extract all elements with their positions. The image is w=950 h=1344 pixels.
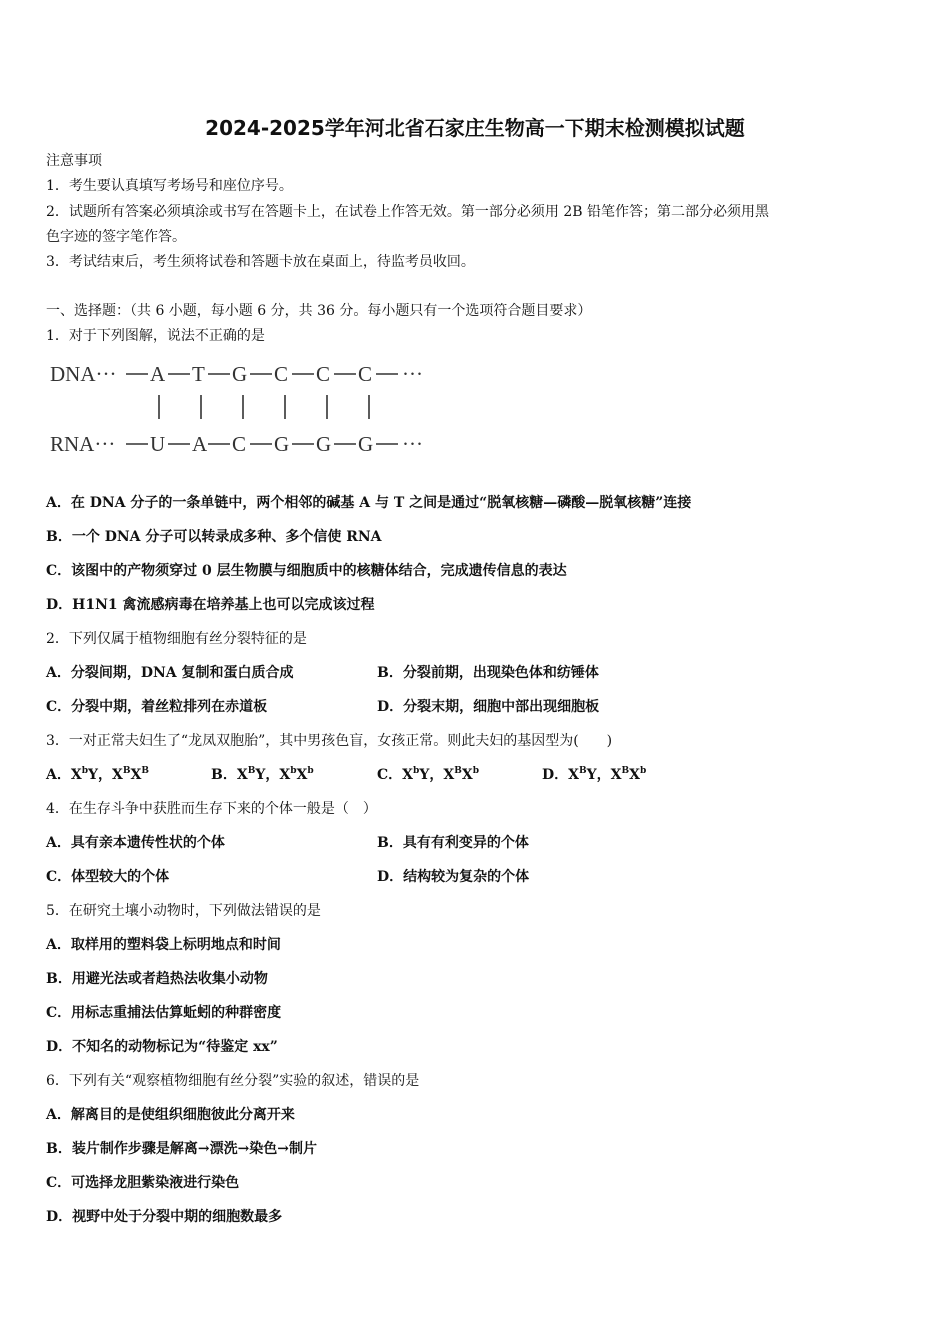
notice-item: 色字迹的签字笔作答。 (46, 229, 186, 245)
dna-ellipsis: ··· (402, 362, 423, 386)
dna-base: C (274, 362, 289, 386)
dna-label: DNA··· (50, 362, 117, 386)
question-2-stem: 2．下列仅属于植物细胞有丝分裂特征的是 (46, 631, 307, 647)
question-4-option-d: D．结构较为复杂的个体 (377, 869, 530, 885)
question-2-option-b: B．分裂前期，出现染色体和纺锤体 (377, 665, 599, 681)
question-3-stem: 3．一对正常夫妇生了“龙凤双胞胎”，其中男孩色盲，女孩正常。则此夫妇的基因型为( ) (46, 733, 613, 749)
dna-base: T (192, 362, 205, 386)
question-2-option-a: A．分裂间期，DNA 复制和蛋白质合成 (46, 665, 294, 681)
rna-base: G (274, 432, 290, 456)
rna-label: RNA··· (50, 432, 116, 456)
question-4-option-c: C．体型较大的个体 (46, 869, 170, 885)
question-1-option-b: B．一个 DNA 分子可以转录成多种、多个信使 RNA (46, 529, 382, 545)
question-5-option-c: C．用标志重捕法估算蚯蚓的种群密度 (46, 1005, 282, 1021)
page-title: 2024-2025学年河北省石家庄生物高一下期末检测模拟试题 (205, 116, 745, 140)
question-5-stem: 5．在研究土壤小动物时，下列做法错误的是 (46, 903, 321, 919)
base-pair-bonds (159, 395, 369, 419)
question-1-option-c: C．该图中的产物须穿过 0 层生物膜与细胞质中的核糖体结合，完成遗传信息的表达 (46, 563, 567, 579)
dna-rna-diagram (46, 355, 446, 465)
notice-heading: 注意事项 (46, 153, 102, 169)
rna-base: G (316, 432, 332, 456)
dna-strand (126, 362, 423, 386)
question-4-stem: 4．在生存斗争中获胜而生存下来的个体一般是（ ） (46, 801, 377, 817)
section-heading: 一、选择题：（共 6 小题，每小题 6 分，共 36 分。每小题只有一个选项符合题目要求） (46, 303, 592, 319)
dna-base: C (358, 362, 373, 386)
question-1-option-a: A．在 DNA 分子的一条单链中，两个相邻的碱基 A 与 T 之间是通过“脱氧核糖—磷酸—脱氧核糖”连接 (46, 495, 692, 511)
question-1-stem: 1．对于下列图解，说法不正确的是 (46, 328, 265, 344)
dna-base: A (150, 362, 166, 386)
question-6-option-a: A．解离目的是使组织细胞彼此分离开来 (46, 1107, 295, 1123)
dna-base: G (232, 362, 248, 386)
rna-base: U (150, 432, 166, 456)
question-2-option-c: C．分裂中期，着丝粒排列在赤道板 (46, 699, 268, 715)
dna-base: C (316, 362, 331, 386)
question-6-option-b: B．装片制作步骤是解离→漂洗→染色→制片 (46, 1141, 318, 1157)
question-6-option-c: C．可选择龙胆紫染液进行染色 (46, 1175, 240, 1191)
question-3-option-c: C．$X^bY$，$X^BX^b$ (377, 766, 479, 783)
question-3-option-b: B．$X^BY$，$X^bX^b$ (211, 766, 314, 783)
question-5-option-d: D．不知名的动物标记为“待鉴定 xx” (46, 1039, 278, 1055)
question-4-option-a: A．具有亲本遗传性状的个体 (46, 835, 225, 851)
question-5-option-a: A．取样用的塑料袋上标明地点和时间 (46, 937, 281, 953)
notice-item: 1．考生要认真填写考场号和座位序号。 (46, 178, 293, 194)
rna-base: C (232, 432, 247, 456)
question-1-option-d: D．H1N1 禽流感病毒在培养基上也可以完成该过程 (46, 597, 375, 613)
question-3-option-a: A．$X^bY$，$X^BX^B$ (46, 766, 150, 783)
rna-base: G (358, 432, 374, 456)
question-6-option-d: D．视野中处于分裂中期的细胞数最多 (46, 1209, 283, 1225)
notice-item: 3．考试结束后，考生须将试卷和答题卡放在桌面上，待监考员收回。 (46, 254, 475, 270)
question-3-option-d: D．$X^BY$，$X^BX^b$ (542, 766, 647, 783)
notice-item: 2．试题所有答案必须填涂或书写在答题卡上，在试卷上作答无效。第一部分必须用 2B 铅笔作答；第二部分必须用黑 (46, 204, 769, 220)
rna-strand (126, 432, 423, 456)
question-5-option-b: B．用避光法或者趋热法收集小动物 (46, 971, 268, 987)
rna-base: A (192, 432, 208, 456)
rna-ellipsis: ··· (402, 432, 423, 456)
question-2-option-d: D．分裂末期，细胞中部出现细胞板 (377, 699, 600, 715)
question-4-option-b: B．具有有利变异的个体 (377, 835, 529, 851)
question-6-stem: 6．下列有关“观察植物细胞有丝分裂”实验的叙述，错误的是 (46, 1073, 420, 1089)
